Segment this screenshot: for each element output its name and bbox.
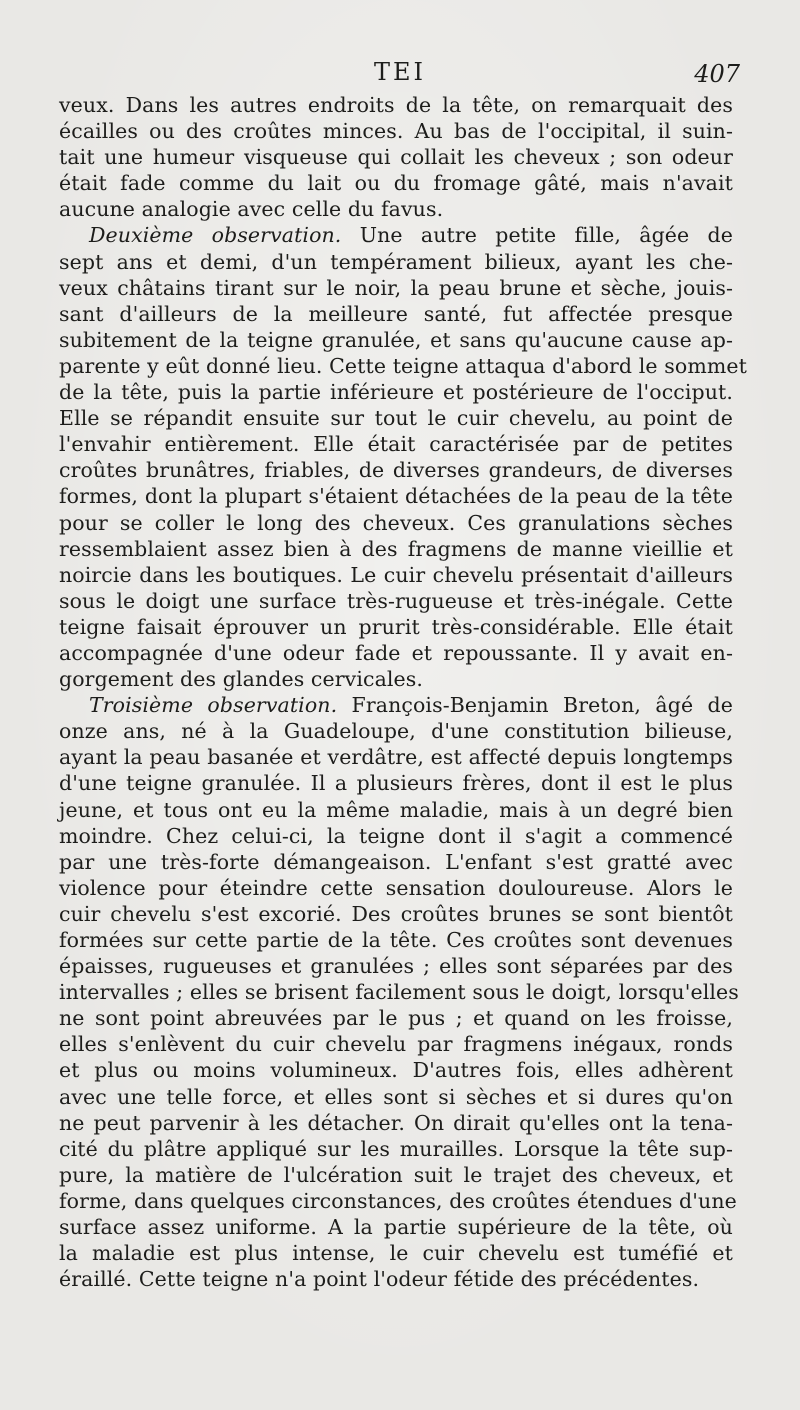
text-line	[59, 144, 733, 170]
line-text: de la tête, puis la partie inférieure et postérieure de l'occiput.	[59, 380, 733, 405]
line-text: l'envahir entièrement. Elle était caractérisée par de petites	[59, 432, 733, 457]
line-text: sept ans et demi, d'un tempérament bilieux, ayant les che-	[59, 249, 733, 274]
line-text: ayant la peau basanée et verdâtre, est affecté depuis longtemps	[59, 745, 733, 770]
text-line	[59, 510, 733, 536]
line-text: Elle se répandit ensuite sur tout le cuir chevelu, au point de	[59, 406, 733, 431]
line-text: François-Benjamin Breton, âgé de	[337, 693, 733, 718]
text-line	[59, 953, 733, 979]
observation-heading: Troisième observation.	[89, 693, 338, 718]
text-line	[59, 692, 733, 718]
line-text: surface assez uniforme. A la partie supérieure de la tête, où	[59, 1215, 733, 1240]
page-header	[60, 58, 740, 92]
text-line	[59, 1136, 733, 1162]
text-line	[59, 1214, 733, 1240]
line-text: écailles ou des croûtes minces. Au bas de l'occipital, il suin-	[59, 119, 733, 144]
line-text: tait une humeur visqueuse qui collait les cheveux ; son odeur	[59, 145, 733, 170]
text-line	[59, 405, 733, 431]
line-text: veux. Dans les autres endroits de la tête, on remarquait des	[59, 93, 733, 117]
line-text: éraillé. Cette teigne n'a point l'odeur fétide des précédentes.	[59, 1267, 700, 1292]
text-line	[59, 823, 733, 849]
line-text: teigne faisait éprouver un prurit très-considérable. Elle était	[59, 614, 733, 639]
text-line	[59, 640, 733, 666]
line-text: avec une telle force, et elles sont si sèches et si dures qu'on	[59, 1084, 733, 1109]
text-line	[59, 849, 733, 875]
line-text: forme, dans quelques circonstances, des croûtes étendues d'une	[59, 1188, 737, 1213]
text-line	[59, 770, 733, 796]
text-line	[59, 353, 747, 379]
text-line	[59, 797, 733, 823]
text-line	[59, 1188, 737, 1214]
text-line	[59, 562, 733, 588]
text-line	[59, 875, 733, 901]
line-text: jeune, et tous ont eu la même maladie, mais à un degré bien	[59, 797, 733, 822]
line-text: était fade comme du lait ou du fromage gâté, mais n'avait	[59, 171, 733, 196]
text-line	[59, 1057, 733, 1083]
text-line	[59, 379, 733, 405]
text-line	[59, 275, 733, 301]
line-text: ressemblaient assez bien à des fragmens de manne vieillie et	[59, 536, 733, 561]
line-text: formées sur cette partie de la tête. Ces croûtes sont devenues	[59, 928, 733, 952]
text-line	[59, 92, 733, 118]
line-text: moindre. Chez celui-ci, la teigne dont il s'agit a commencé	[59, 823, 733, 848]
text-line	[59, 431, 733, 457]
text-line	[59, 222, 733, 248]
text-line	[59, 1110, 733, 1136]
line-text: gorgement des glandes cervicales.	[59, 667, 424, 692]
text-line	[59, 614, 733, 640]
line-text: pour se coller le long des cheveux. Ces granulations sèches	[59, 510, 733, 535]
text-line	[59, 536, 733, 562]
text-line	[59, 1031, 733, 1057]
text-line	[59, 170, 733, 196]
line-text: accompagnée d'une odeur fade et repoussante. Il y avait en-	[59, 640, 733, 665]
line-text: veux châtains tirant sur le noir, la peau brune et sèche, jouis-	[59, 275, 733, 300]
line-text: parente y eût donné lieu. Cette teigne attaqua d'abord le sommet	[59, 353, 747, 378]
line-text: aucune analogie avec celle du favus.	[59, 197, 444, 222]
text-line	[59, 457, 733, 483]
text-line	[59, 327, 733, 353]
text-line	[59, 1240, 733, 1266]
line-text: et plus ou moins volumineux. D'autres fois, elles adhèrent	[59, 1058, 733, 1083]
text-line	[59, 927, 733, 953]
text-line	[59, 588, 733, 614]
text-line	[59, 744, 733, 770]
text-line	[59, 1162, 733, 1188]
text-line	[59, 196, 733, 222]
line-text: ne peut parvenir à les détacher. On dirait qu'elles ont la tena-	[59, 1110, 733, 1135]
text-line	[59, 979, 739, 1005]
line-text: cité du plâtre appliqué sur les murailles. Lorsque la tête sup-	[59, 1136, 733, 1161]
text-line	[59, 118, 733, 144]
page-number: 407	[694, 60, 740, 88]
text-line	[59, 1084, 733, 1110]
line-text: ne sont point abreuvées par le pus ; et quand on les froisse,	[59, 1006, 733, 1031]
line-text: formes, dont la plupart s'étaient détachées de la peau de la tête	[59, 484, 733, 509]
text-line	[59, 483, 733, 509]
line-text: croûtes brunâtres, friables, de diverses grandeurs, de diverses	[59, 458, 733, 483]
line-text: épaisses, rugueuses et granulées ; elles sont séparées par des	[59, 954, 733, 979]
line-text: noircie dans les boutiques. Le cuir chevelu présentait d'ailleurs	[59, 562, 733, 587]
text-line	[59, 666, 733, 692]
line-text: cuir chevelu s'est excorié. Des croûtes brunes se sont bientôt	[59, 901, 733, 926]
text-line	[59, 901, 733, 927]
observation-heading: Deuxième observation.	[89, 223, 342, 248]
line-text: la maladie est plus intense, le cuir chevelu est tuméfié et	[59, 1241, 733, 1266]
line-text: violence pour éteindre cette sensation douloureuse. Alors le	[59, 875, 733, 900]
text-line	[59, 249, 733, 275]
running-head: TEI	[373, 58, 426, 86]
line-text: intervalles ; elles se brisent facilement sous le doigt, lorsqu'elles	[59, 980, 739, 1005]
body-text	[59, 92, 747, 1292]
text-line	[59, 718, 733, 744]
line-text: sant d'ailleurs de la meilleure santé, fut affectée presque	[59, 301, 733, 326]
line-text: pure, la matière de l'ulcération suit le trajet des cheveux, et	[59, 1162, 733, 1187]
line-text: onze ans, né à la Guadeloupe, d'une constitution bilieuse,	[59, 719, 733, 744]
line-text: sous le doigt une surface très-rugueuse et très-inégale. Cette	[59, 588, 733, 613]
line-text: Une autre petite fille, âgée de	[341, 223, 733, 248]
line-text: subitement de la teigne granulée, et sans qu'aucune cause ap-	[59, 327, 733, 352]
text-line	[59, 1266, 733, 1292]
line-text: par une très-forte démangeaison. L'enfant s'est gratté avec	[59, 849, 733, 874]
line-text: d'une teigne granulée. Il a plusieurs frères, dont il est le plus	[59, 771, 733, 796]
text-line	[59, 301, 733, 327]
text-line	[59, 1005, 733, 1031]
line-text: elles s'enlèvent du cuir chevelu par fragmens inégaux, ronds	[59, 1032, 733, 1057]
